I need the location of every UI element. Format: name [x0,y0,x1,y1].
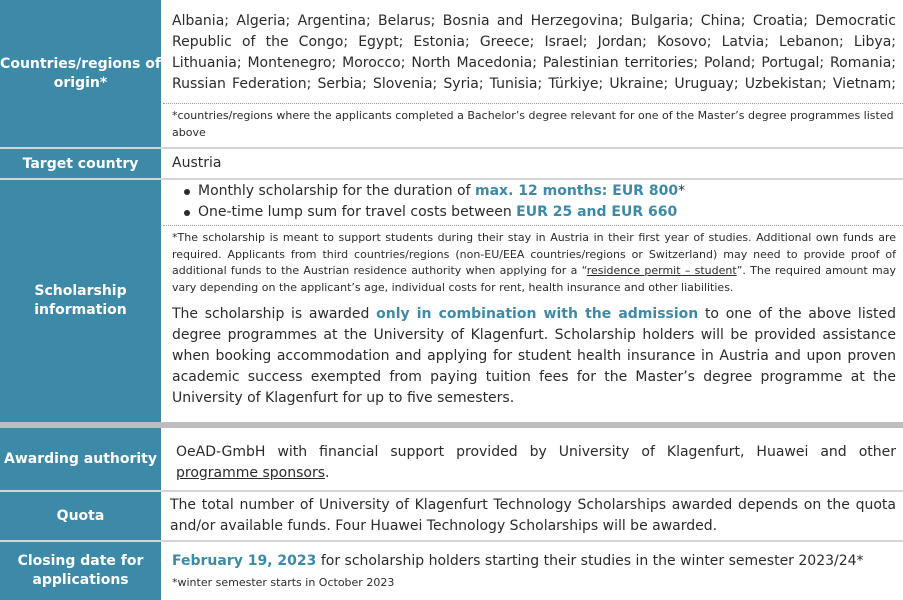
quota-text: The total number of University of Klagenfurt Technology Scholarships awarded depends on the quota and/or available funds. Four Huawei Technology Scholarships will be awarded. [170,497,896,534]
authority-text: OeAD-GmbH with financial support provided by University of Klagenfurt, Huawei and other programme sponsors. [176,444,896,481]
target-value: Austria [172,155,222,171]
countries-row [0,0,903,147]
authority-row [0,428,903,490]
target-label: Target country [0,149,161,179]
programme-sponsors-link[interactable]: programme sponsors [176,465,325,481]
divider [163,103,903,104]
closing-note: *winter semester starts in October 2023 [172,576,395,589]
scholarship-paragraph: The scholarship is awarded only in combination with the admission to one of the above listed degree programmes at the University of Klagenfurt. Scholarship holders will be provided assistance when booking accommodation and applying for student health insurance in Austria and upon proven academic success exempted from paying tuition fees for the Master’s degree programme at the University of Klagenfurt for up to five semesters. [172,306,896,406]
residence-permit-link[interactable]: residence permit – student [586,264,737,277]
closing-text: February 19, 2023 for scholarship holders starting their studies in the winter semester 2023/24* [172,553,864,569]
scholarship-note: *The scholarship is meant to support students during their stay in Austria in their first year of studies. Additional own funds are required. Applicants from third countries/regions (non-EU/EEA countries/regions or Switzerland) may need to provide proof of additional funds to the Austrian residence authority when applying for a “residence permit – student”. The required amount may vary depending on the applicant’s age, individual costs for rent, health insurance and other liabilities. [172,231,896,294]
scholarship-row [0,180,903,422]
closing-date: February 19, 2023 [172,553,317,569]
closing-row [0,542,903,600]
scholarship-label: Scholarship information [0,180,161,422]
scholarship-bullet-travel: One-time lump sum for travel costs between EUR 25 and EUR 660 [172,202,896,223]
closing-label: Closing date for applications [0,542,161,600]
countries-list: Albania; Algeria; Argentina; Belarus; Bosnia and Herzegovina; Bulgaria; China; Croatia; Democratic Republic of the Congo; Egypt; Estonia; Greece; Israel; Jordan; Kosovo; Latvia; Lebanon; Libya; Lithuania; Montenegro; Morocco; North Macedonia; Palestinian territories; Poland; Portugal; Romania; Russian Federation; Serbia; Slovenia; Syria; Tunisia; Türkiye; Ukraine; Uruguay; Uzbekistan; Vietnam; [172,13,896,92]
divider [163,225,903,226]
quota-row [0,492,903,540]
scholarship-bullet-monthly: Monthly scholarship for the duration of max. 12 months: EUR 800* [172,181,896,202]
quota-label: Quota [0,492,161,540]
countries-label: Countries/regions of origin* [0,0,161,147]
authority-label: Awarding authority [0,428,161,490]
countries-note: *countries/regions where the applicants completed a Bachelor’s degree relevant for one of the Master’s degree programmes listed above [172,109,894,139]
target-row [0,149,903,179]
